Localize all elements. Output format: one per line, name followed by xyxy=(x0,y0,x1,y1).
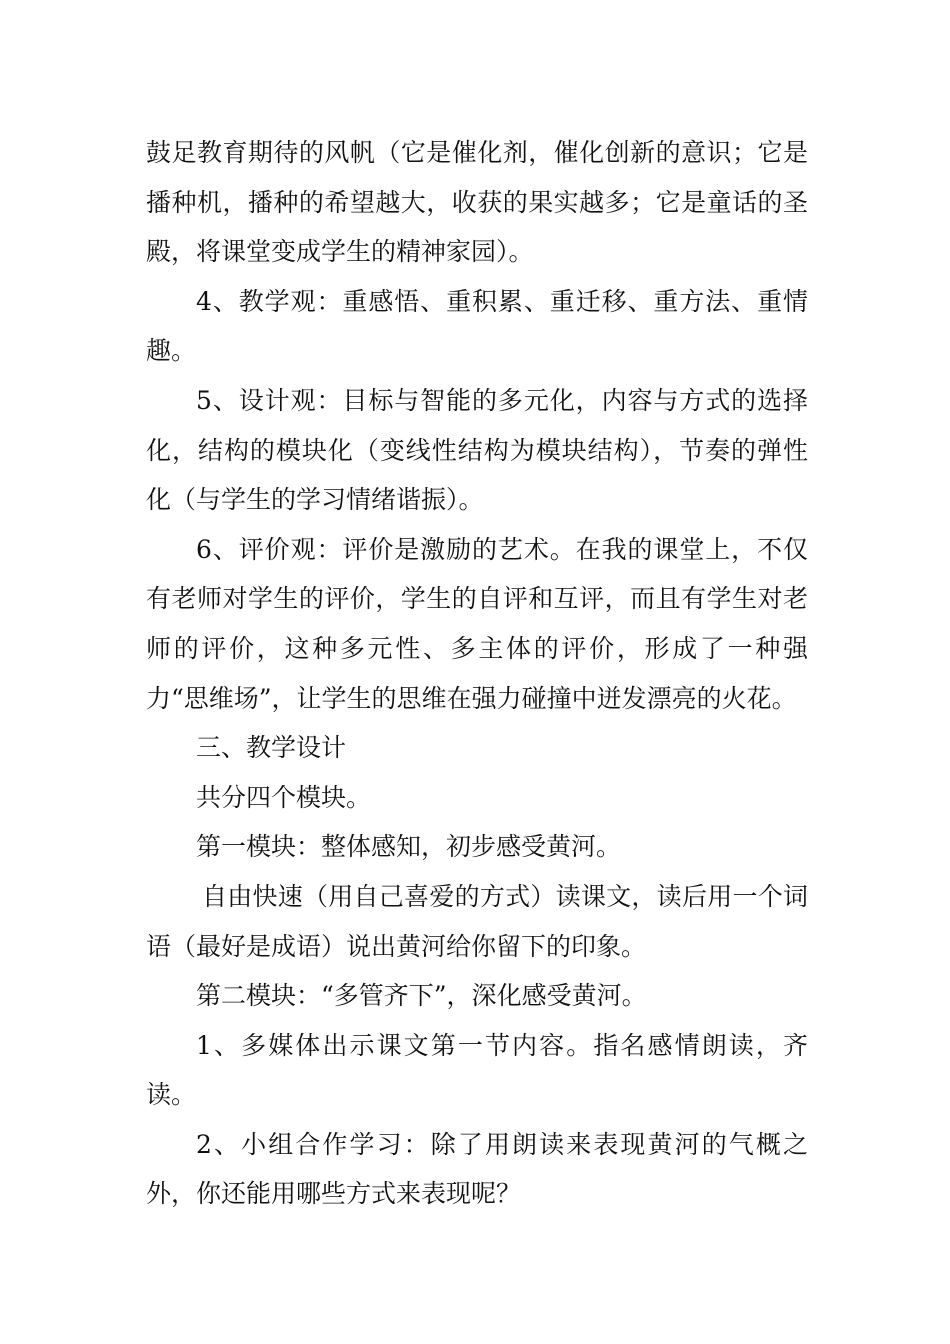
paragraph-continuation: 鼓足教育期待的风帆（它是催化剂，催化创新的意识；它是播种机，播种的希望越大，收获的果实越多；它是童话的圣殿，将课堂变成学生的精神家园）。 xyxy=(146,138,808,267)
paragraph-module-count: 共分四个模块。 xyxy=(196,782,372,812)
module-2-heading: 第二模块：“多管齐下”，深化感受黄河。 xyxy=(196,981,647,1011)
paragraph-design-view: 5、设计观：目标与智能的多元化，内容与方式的选择化，结构的模块化（变线性结构为模块结构），节奏的弹性化（与学生的学习情绪谐振）。 xyxy=(146,385,808,515)
paragraph-module-1-task: 自由快速（用自己喜爱的方式）读课文，读后用一个词语（最好是成语）说出黄河给你留下的印象。 xyxy=(146,881,808,961)
paragraph-teaching-view: 4、教学观：重感悟、重积累、重迁移、重方法、重情趣。 xyxy=(146,286,808,366)
paragraph-module-2-step-1: 1、多媒体出示课文第一节内容。指名感情朗读，齐读。 xyxy=(146,1030,808,1110)
paragraph-evaluation-view: 6、评价观：评价是激励的艺术。在我的课堂上，不仅有老师对学生的评价，学生的自评和互评，而且有学生对老师的评价，这种多元性、多主体的评价，形成了一种强力“思维场”，让学生的思维在强力碰撞中迸发漂亮的火花。 xyxy=(146,534,808,713)
module-1-heading: 第一模块：整体感知，初步感受黄河。 xyxy=(196,832,622,862)
document-body xyxy=(146,128,808,1219)
paragraph-module-2-step-2: 2、小组合作学习：除了用朗读来表现黄河的气概之外，你还能用哪些方式来表现呢？ xyxy=(146,1129,808,1209)
section-heading-teaching-design: 三、教学设计 xyxy=(196,733,347,763)
